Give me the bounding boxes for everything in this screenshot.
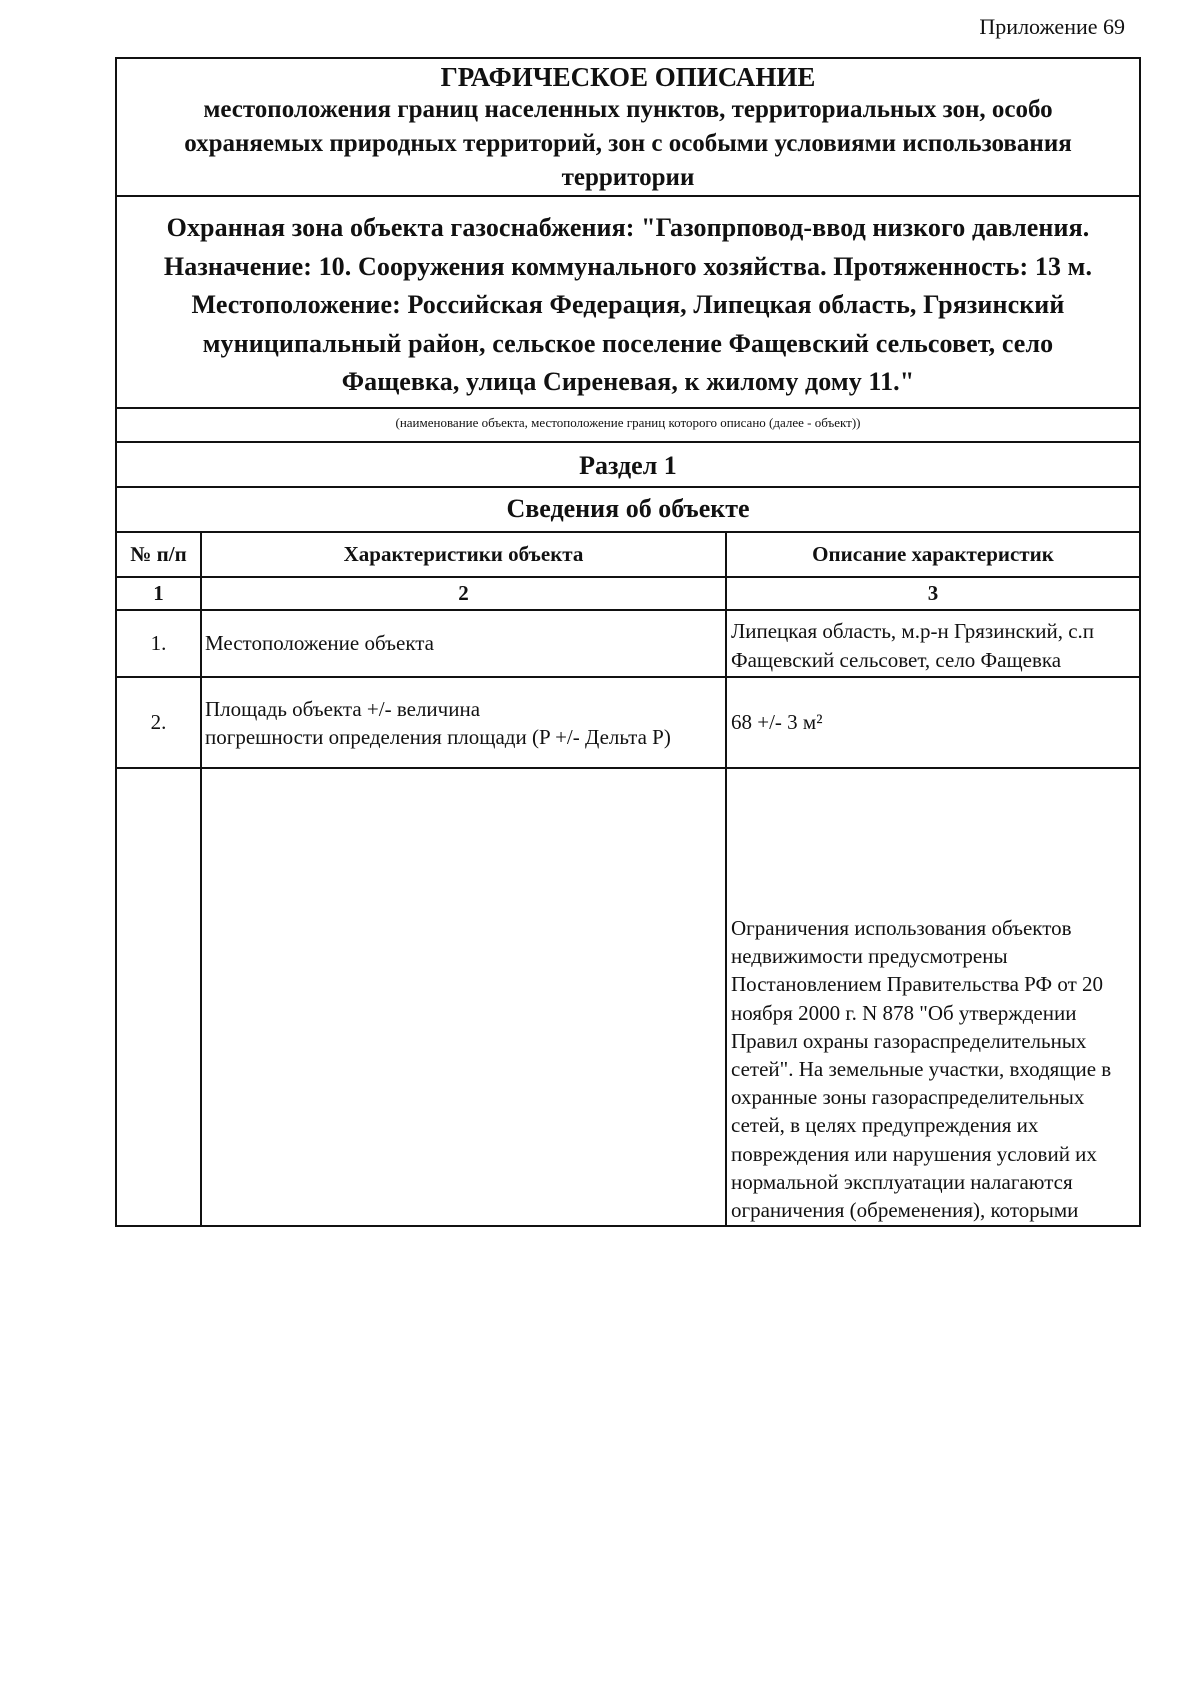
- row-description: 68 +/- 3 м²: [731, 710, 823, 734]
- object-name: [117, 197, 1139, 409]
- object-name-line: Местоположение: Российская Федерация, Липецкая область, Грязинский: [191, 290, 1065, 319]
- description-line: нормальной эксплуатации налагаются: [731, 1169, 1073, 1194]
- table-row: [117, 769, 1139, 1225]
- characteristic-line: погрешности определения площади (P +/- Дельта P): [205, 725, 671, 749]
- row-characteristic: Местоположение объекта: [202, 611, 727, 676]
- table-header-row: [117, 533, 1139, 578]
- row-number: 2.: [117, 678, 202, 767]
- row-characteristic: [202, 769, 727, 1225]
- info-title: Сведения об объекте: [117, 488, 1139, 533]
- row-number: 1.: [117, 611, 202, 676]
- description-line: ограничения (обременения), которыми: [731, 1198, 1079, 1223]
- description-line: охранные зоны газораспределительных: [731, 1085, 1085, 1110]
- subtitle-line: территории: [561, 164, 695, 191]
- row-description: [727, 769, 1139, 1225]
- document-heading: [117, 59, 1139, 197]
- row-number: [117, 769, 202, 1225]
- row-characteristic: [202, 678, 727, 767]
- column-number: 2: [202, 578, 727, 609]
- section-title: Раздел 1: [117, 443, 1139, 488]
- description-line: Ограничения использования объектов: [731, 916, 1072, 940]
- table-row: [117, 611, 1139, 678]
- column-number: 3: [927, 581, 939, 605]
- appendix-label: Приложение 69: [979, 14, 1125, 39]
- header-characteristic: Характеристики объекта: [202, 533, 727, 576]
- subtitle-line: местоположения границ населенных пунктов, территориальных зон, особо: [203, 96, 1053, 123]
- description-line: недвижимости предусмотрены: [731, 944, 1008, 969]
- description-line: Правил охраны газораспределительных: [731, 1028, 1087, 1053]
- description-line: Постановлением Правительства РФ от 20: [731, 972, 1103, 997]
- description-line: Фащевский сельсовет, село Фащевка: [731, 648, 1062, 672]
- object-name-line: Охранная зона объекта газоснабжения: "Газопрповод-ввод низкого давления.: [166, 213, 1090, 242]
- object-name-line: муниципальный район, сельское поселение Фащевский сельсовет, село: [202, 328, 1054, 358]
- row-description: [727, 611, 1139, 676]
- document-subtitle: [117, 93, 1139, 195]
- object-name-line: Назначение: 10. Сооружения коммунального хозяйства. Протяженность: 13 м.: [163, 251, 1093, 281]
- column-number-row: [117, 578, 1139, 611]
- description-line: Липецкая область, м.р-н Грязинский, с.п: [731, 619, 1095, 643]
- header-description: Описание характеристик: [812, 542, 1054, 566]
- header-number: № п/п: [117, 533, 202, 576]
- table-row: [117, 678, 1139, 769]
- description-form: [115, 57, 1141, 1227]
- document-title: ГРАФИЧЕСКОЕ ОПИСАНИЕ: [440, 62, 816, 92]
- column-number: 1: [117, 578, 202, 609]
- description-line: сетей". На земельные участки, входящие в: [731, 1057, 1112, 1082]
- object-info-table: [117, 533, 1139, 1225]
- object-caption: (наименование объекта, местоположение границ которого описано (далее - объект)): [117, 409, 1139, 443]
- description-line: ноября 2000 г. N 878 "Об утверждении: [731, 1000, 1077, 1025]
- description-line: повреждения или нарушения условий их: [731, 1141, 1097, 1166]
- subtitle-line: охраняемых природных территорий, зон с особыми условиями использования: [184, 130, 1072, 157]
- description-line: сетей, в целях предупреждения их: [731, 1113, 1039, 1138]
- characteristic-line: Площадь объекта +/- величина: [205, 697, 481, 721]
- object-name-line: Фащевка, улица Сиреневая, к жилому дому 11.": [341, 367, 915, 396]
